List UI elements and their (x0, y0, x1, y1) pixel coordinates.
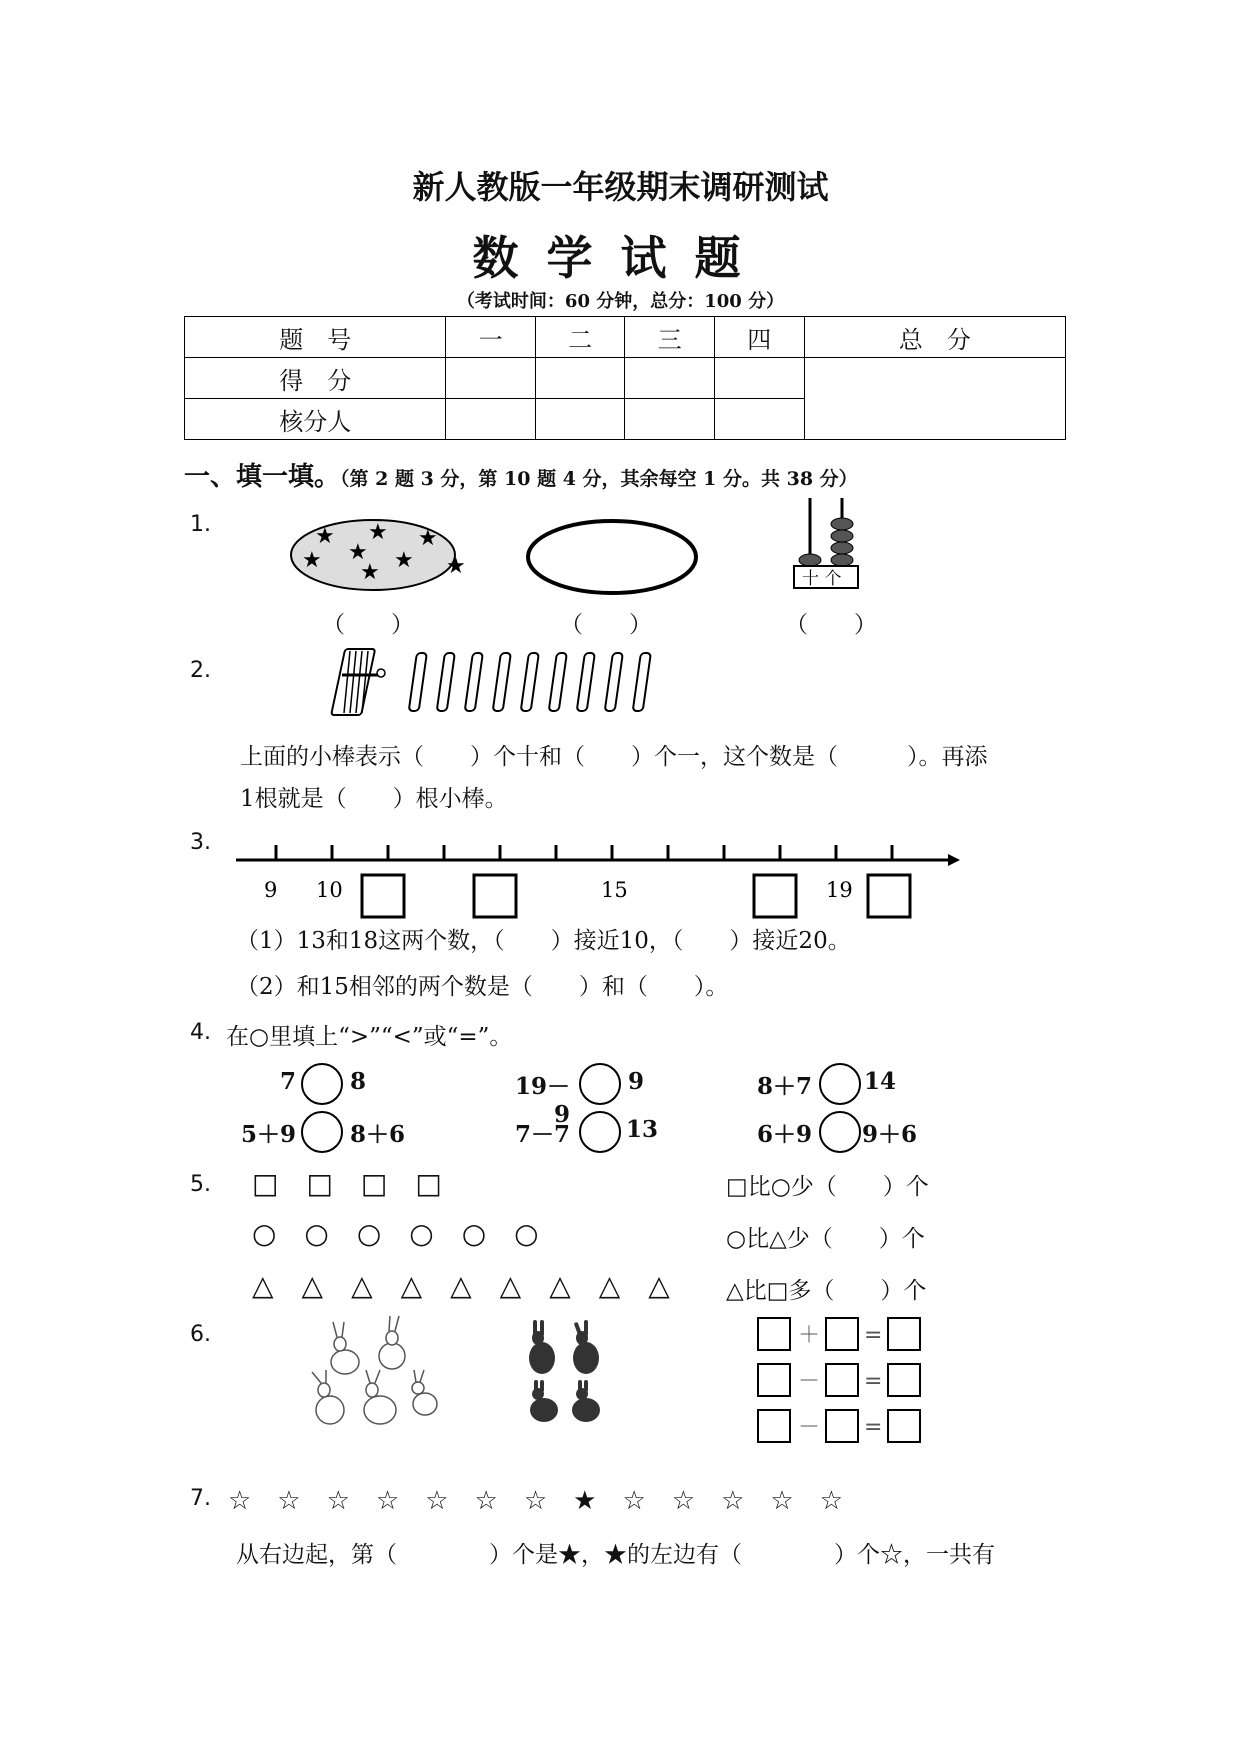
table-cell: 三 (625, 317, 715, 358)
table-row (185, 317, 1066, 358)
question-number: 5. (190, 1172, 211, 1197)
squares-row: □ □ □ □ (252, 1167, 442, 1200)
answer-box[interactable] (888, 1318, 920, 1350)
expr-left: 7 (279, 1068, 296, 1095)
expr-right: 14 (864, 1068, 897, 1095)
compare-circle[interactable] (818, 1062, 862, 1106)
section-title: 一、填一填。 (184, 462, 341, 492)
compare-circle[interactable] (300, 1110, 344, 1154)
answer-box[interactable] (758, 1364, 790, 1396)
empty-oval (528, 521, 696, 593)
table-cell: 二 (535, 317, 625, 358)
tick-label: 10 (316, 878, 343, 902)
expr-left: 6＋9 (756, 1121, 812, 1148)
minus-sign: － (798, 1369, 821, 1394)
answer-box[interactable] (888, 1364, 920, 1396)
stick-icon (605, 653, 623, 711)
score-input-cell[interactable] (625, 399, 715, 440)
answer-box[interactable] (868, 875, 910, 917)
equals-sign: = (864, 1415, 883, 1440)
expr-right: 9＋6 (862, 1121, 918, 1148)
expr-right: 8＋6 (350, 1121, 406, 1148)
stars-row: ☆ ☆ ☆ ☆ ☆ ☆ ☆ ★ ☆ ☆ ☆ ☆ ☆ (228, 1486, 844, 1516)
stick-icon (549, 653, 567, 711)
answer-blank[interactable]: （ ） (560, 612, 652, 638)
q3-text-line1: （1）13和18这两个数，（ ）接近10，（ ）接近20。 (236, 928, 851, 954)
table-cell: 一 (446, 317, 536, 358)
score-input-cell[interactable] (715, 399, 805, 440)
expr-right: 9 (628, 1068, 645, 1095)
answer-box[interactable] (826, 1410, 858, 1442)
section-note: （第 2 题 3 分，第 10 题 4 分，其余每空 1 分。共 38 分） (340, 468, 858, 490)
table-cell: 总 分 (804, 317, 1065, 358)
answer-box[interactable] (362, 875, 404, 917)
number-line (236, 835, 956, 915)
q3-text-line2: （2）和15相邻的两个数是（ ）和（ ）。 (236, 974, 729, 1000)
question-number: 3. (190, 830, 211, 855)
circles-row: ○ ○ ○ ○ ○ ○ (252, 1217, 539, 1250)
star-icon: ★ (348, 540, 368, 565)
expr-right: 8 (350, 1068, 367, 1095)
stick-icon (465, 653, 483, 711)
answer-box[interactable] (758, 1410, 790, 1442)
q4-instruction: 在○里填上“>”“<”或“=”。 (226, 1024, 513, 1050)
score-input-cell[interactable] (715, 358, 805, 399)
plus-sign: ＋ (798, 1323, 821, 1348)
q5-compare-3: △比□多（ ）个 (726, 1278, 927, 1304)
score-table (184, 316, 1066, 440)
stick-icon (577, 653, 595, 711)
tick-label: 19 (826, 878, 853, 902)
stick-icon (633, 653, 651, 711)
star-icon: ★ (315, 524, 335, 549)
q7-text: 从右边起，第（ ）个是★，★的左边有（ ）个☆，一共有 (236, 1542, 995, 1568)
star-icon: ★ (302, 548, 322, 573)
star-icon: ★ (394, 548, 414, 573)
answer-blank[interactable]: （ ） (785, 612, 877, 638)
star-icon: ★ (360, 560, 380, 585)
q1-figures (290, 515, 790, 605)
sticks-figure (340, 645, 680, 725)
equals-sign: = (864, 1323, 883, 1348)
table-row (185, 358, 1066, 399)
tick-label: 9 (264, 878, 278, 902)
expr-left: 7－7 (514, 1121, 570, 1148)
score-input-cell[interactable] (535, 399, 625, 440)
tick-label: 15 (601, 878, 628, 902)
question-number: 7. (190, 1486, 211, 1511)
exam-info: （考试时间：60 分钟，总分：100 分） (456, 291, 785, 312)
star-icon: ★ (446, 554, 466, 579)
compare-circle[interactable] (578, 1062, 622, 1106)
score-input-cell[interactable] (625, 358, 715, 399)
expr-left: 19－9 (514, 1073, 570, 1128)
q2-text-line2: 1根就是（ ）根小棒。 (240, 786, 508, 812)
stick-icon (409, 653, 427, 711)
score-input-cell[interactable] (446, 358, 536, 399)
abacus-label: 十 个 (802, 569, 842, 589)
black-rabbits-image (518, 1318, 608, 1433)
answer-blank[interactable]: （ ） (322, 612, 414, 638)
exam-title: 数学试题 (472, 231, 769, 285)
white-rabbits-image (300, 1320, 450, 1435)
answer-box[interactable] (474, 875, 516, 917)
q5-compare-1: □比○少（ ）个 (726, 1174, 929, 1200)
section-heading (184, 456, 858, 493)
question-number: 4. (190, 1020, 211, 1045)
answer-box[interactable] (754, 875, 796, 917)
expr-right: 13 (626, 1116, 659, 1143)
abacus-icon (790, 498, 870, 593)
star-icon: ★ (418, 526, 438, 551)
compare-circle[interactable] (818, 1110, 862, 1154)
table-cell: 四 (715, 317, 805, 358)
table-cell: 题 号 (185, 317, 446, 358)
stick-icon (493, 653, 511, 711)
compare-circle[interactable] (300, 1062, 344, 1106)
minus-sign: － (798, 1415, 821, 1440)
table-cell: 核分人 (185, 399, 446, 440)
expr-left: 8＋7 (756, 1073, 812, 1100)
q5-compare-2: ○比△少（ ）个 (726, 1226, 925, 1252)
stick-bundle-icon (331, 649, 385, 715)
answer-box[interactable] (826, 1364, 858, 1396)
stick-icon (437, 653, 455, 711)
score-input-cell[interactable] (535, 358, 625, 399)
equals-sign: = (864, 1369, 883, 1394)
answer-box[interactable] (758, 1318, 790, 1350)
equation-boxes (756, 1316, 926, 1446)
triangles-row: △ △ △ △ △ △ △ △ △ (252, 1269, 670, 1302)
score-input-cell[interactable] (446, 399, 536, 440)
answer-box[interactable] (826, 1318, 858, 1350)
answer-box[interactable] (888, 1410, 920, 1442)
expr-left: 5＋9 (240, 1121, 296, 1148)
exam-subtitle: 新人教版一年级期末调研测试 (412, 168, 829, 206)
question-number: 1. (190, 512, 211, 537)
stick-icon (521, 653, 539, 711)
q2-text-line1: 上面的小棒表示（ ）个十和（ ）个一，这个数是（ ）。再添 (240, 744, 988, 770)
table-cell: 得 分 (185, 358, 446, 399)
question-number: 6. (190, 1322, 211, 1347)
question-number: 2. (190, 658, 211, 683)
compare-circle[interactable] (578, 1110, 622, 1154)
total-score-cell[interactable] (804, 358, 1065, 440)
star-icon: ★ (368, 520, 388, 545)
